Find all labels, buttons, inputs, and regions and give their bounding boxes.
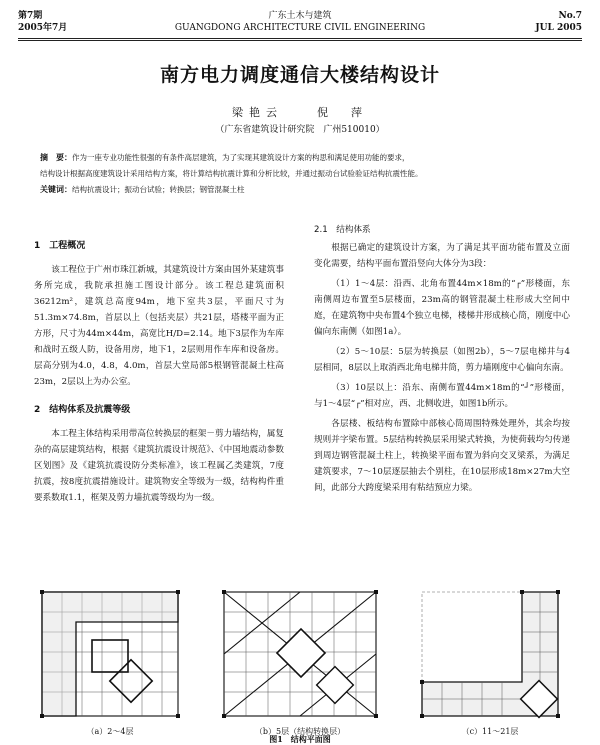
left-column [34, 238, 284, 518]
paper-authors: 梁艳云 倪 萍 [232, 106, 368, 119]
date-en: JUL 2005 [535, 23, 582, 33]
figure-b [212, 582, 388, 730]
keywords-label: 关键词： [40, 185, 72, 194]
page-header [18, 10, 582, 39]
section-2-paragraph: 本工程主体结构采用带高位转换层的框架－剪力墙结构，属复杂的高层建筑结构，根据《建筑抗震设计规范》、《中国地震动参数区划图》及《建筑抗震设防分类标准》，该工程属乙类建筑，7度抗震，按8度抗震措施设计。建筑物安全等级为一级，结构构件重要系数取1.1，框架及剪力墙抗震等级均为一级。 [34, 429, 284, 503]
journal-en: GUANGDONG ARCHITECTURE CIVIL ENGINEERING [174, 23, 426, 33]
keywords-text: 结构抗震设计；振动台试验；转换层；钢管混凝土柱 [72, 185, 245, 194]
caption-b: （b）5层（结构转换层） [254, 727, 346, 736]
header-right [535, 10, 582, 34]
section-2-1-title: 2.1 结构体系 [314, 225, 371, 235]
section-1-paragraph: 该工程位于广州市珠江新城，其建筑设计方案由国外某建筑事务所完成，我院承担施工图设计部分。该工程总建筑面积36212m²，建筑总高度94m，地下室共3层，平面尺寸为51.3m×74.8m，首层以上（包括夹层）共21层，塔楼平面为正方形，尺寸为44m×44m，高宽比H/D=2.14。地下3层作为车库和战时五级人防，设备用房，地下1，2层则用作车库和设备房。层高分别为4.0，4.8，4.0m，首层大堂局部5根钢管混凝土柱高23m，2层以上为办公室。 [34, 265, 284, 387]
floorplan-c [410, 582, 570, 730]
header-rule [18, 40, 582, 41]
right-paragraph-4: （3）10层以上：沿东、南侧布置44m×18m的“┘”形楼面，与1～4层“┌”相对应，西、北侧收进，如图1b所示。 [314, 383, 570, 409]
paper-title: 南方电力调度通信大楼结构设计 [159, 64, 440, 86]
section-1-title: 1 工程概况 [34, 241, 86, 251]
caption-a: （a）2～4层 [86, 727, 134, 736]
figure-1-caption: 图1 结构平面图 [269, 734, 331, 744]
section-2-title: 2 结构体系及抗震等级 [34, 405, 131, 415]
abstract-text-1: 作为一座专业功能性很强的有条件高层建筑，为了实现其建筑设计方案的构思和满足使用功能的要求， [72, 153, 410, 162]
right-paragraph-2: （1）1～4层：沿西、北角布置44m×18m的“┌”形楼面，东南侧周边布置至5层楼面，23m高的钢管混凝土柱形成大空间中庭，在建筑物中央布置4个独立电梯，楼梯井形成核心筒，刚度中心偏向东南侧（如图1a）。 [314, 279, 570, 337]
date-cn: 2005年7月 [18, 23, 68, 33]
right-paragraph-5: 各层楼、板结构布置除中部核心筒周围特殊处理外，其余均按规则并字梁布置。5层结构转换层采用梁式转换，为使荷载均匀传递到周边钢管混凝土柱上，转换梁平面布置为斜向交叉梁系，为满足建筑要求，7～10层逐层抽去个别柱，在10层形成18m×27m大空间，此部分大跨度梁采用有粘结预应力梁。 [314, 419, 570, 493]
issue-cn: 第7期 [18, 11, 43, 21]
floorplan-b [212, 582, 388, 730]
figure-c [410, 582, 570, 730]
figure-a [30, 582, 190, 730]
right-paragraph-1: 根据已确定的建筑设计方案，为了满足其平面功能布置及立面变化需要，结构平面布置沿竖向大体分为3段： [314, 243, 570, 269]
abstract-text-2: 结构设计根据高度建筑设计采用结构方案，将计算结构抗震计算和分析比较，并通过振动台试验验证结构抗震性能。 [40, 169, 423, 178]
right-paragraph-3: （2）5～10层：5层为转换层（如图2b），5～7层电梯井与4层相同，8层以上取消西北角电梯井筒，剪力墙刚度中心偏向东南。 [314, 347, 570, 373]
journal-cn: 广东土木与建筑 [268, 11, 332, 21]
abstract-block [40, 150, 560, 198]
issue-en: No.7 [558, 11, 582, 21]
right-column [314, 222, 570, 500]
caption-c: （c）11～21层 [461, 727, 519, 736]
abstract-label: 摘 要： [40, 153, 72, 162]
floorplan-a [30, 582, 190, 730]
header-center [18, 10, 582, 34]
paper-affiliation: （广东省建筑设计研究院 广州510010） [215, 125, 385, 135]
